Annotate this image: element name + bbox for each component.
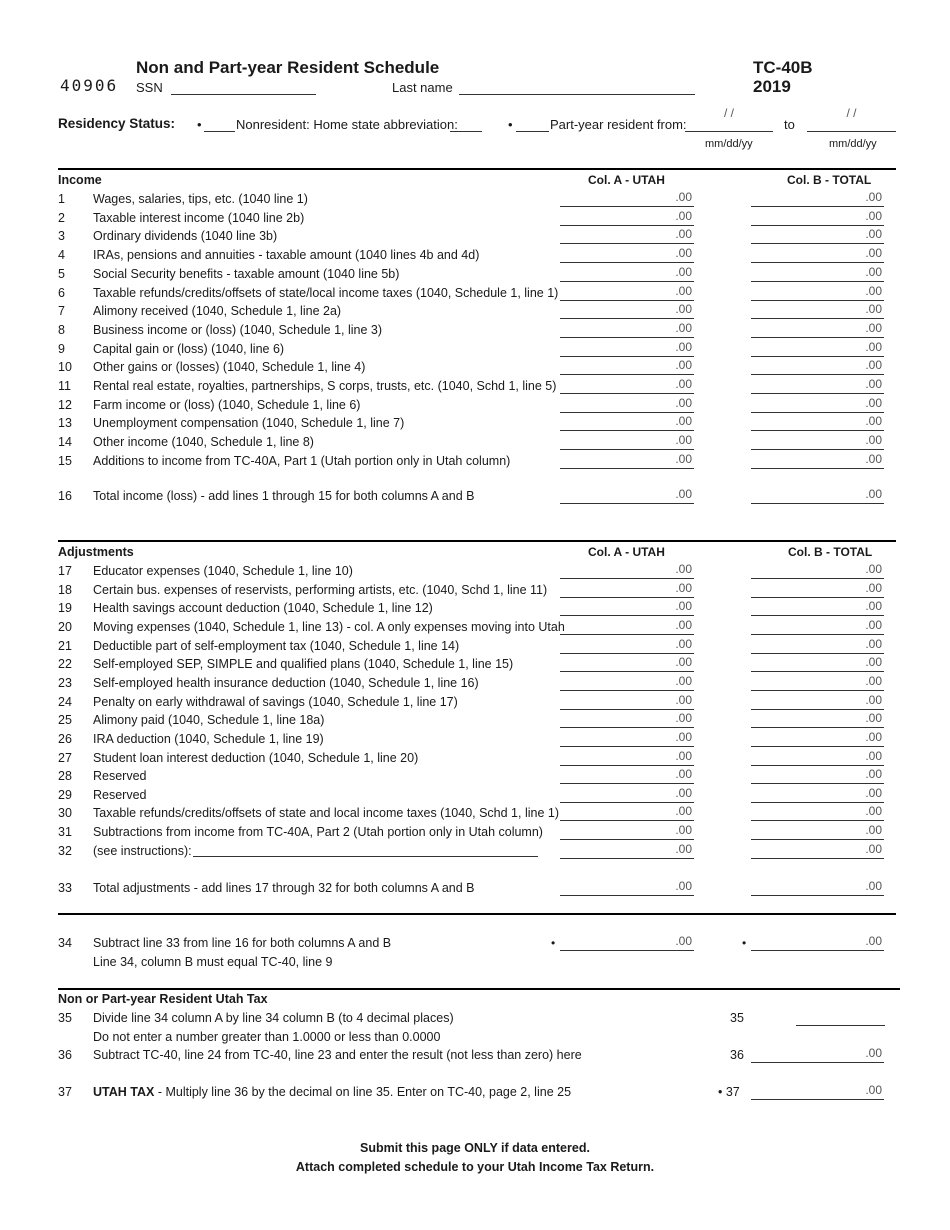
- utah-tax-label: UTAH TAX: [93, 1085, 155, 1099]
- footer-attach-note: Attach completed schedule to your Utah Income Tax Return.: [295, 1160, 655, 1174]
- col-a-value: .00: [675, 729, 692, 744]
- line-description: Alimony received (1040, Schedule 1, line 2a): [93, 304, 342, 319]
- col-a-value: .00: [675, 283, 692, 298]
- to-date-format: mm/dd/yy: [829, 138, 877, 150]
- line-1-col-b-field[interactable]: [751, 190, 884, 207]
- line-15-row: [58, 451, 896, 472]
- col-a-value: .00: [675, 823, 692, 838]
- line-description: Moving expenses (1040, Schedule 1, line 13) - col. A only expenses moving into Utah: [93, 619, 565, 634]
- line-description: Total income (loss) - add lines 1 through 15 for both columns A and B: [93, 489, 475, 503]
- income-col-a-header: Col. A - UTAH: [588, 173, 665, 187]
- line-30-col-a-field[interactable]: [560, 804, 694, 821]
- line-description: Self-employed health insurance deduction (1040, Schedule 1, line 16): [93, 675, 479, 690]
- line-16-row: [58, 489, 896, 507]
- line-description: Taxable refunds/credits/offsets of state/local income taxes (1040, Schedule 1, line 1): [93, 285, 559, 300]
- line-description: [93, 1085, 571, 1099]
- line-description: Taxable interest income (1040 line 2b): [93, 210, 305, 225]
- line-description: Taxable refunds/credits/offsets of state and local income taxes (1040, Schd 1, line 1): [93, 806, 560, 821]
- line-37-row: [58, 1085, 896, 1103]
- col-b-value: .00: [865, 580, 882, 595]
- line-26-col-a-field[interactable]: [560, 730, 694, 747]
- line-number: 21: [58, 638, 72, 653]
- col-b-value: .00: [865, 599, 882, 614]
- nonresident-bullet: •: [197, 117, 202, 132]
- line-number: 19: [58, 601, 72, 616]
- line-10-col-a-field[interactable]: [560, 358, 694, 375]
- line-number: 10: [58, 360, 72, 375]
- line-description: Reserved: [93, 787, 147, 802]
- line-description: Divide line 34 column A by line 34 column B (to 4 decimal places): [93, 1011, 454, 1025]
- col-a-value: .00: [675, 487, 692, 501]
- line-description: Other gains or (losses) (1040, Schedule 1, line 4): [93, 360, 366, 375]
- line-description: Unemployment compensation (1040, Schedule 1, line 7): [93, 416, 405, 431]
- col-a-value: .00: [675, 879, 692, 893]
- line34-rule: [58, 913, 896, 915]
- line-description: Subtract TC-40, line 24 from TC-40, line 23 and enter the result (not less than zero) here: [93, 1048, 582, 1062]
- from-date-slashes: / /: [723, 106, 734, 120]
- line-number: 7: [58, 304, 65, 319]
- line-number: 22: [58, 657, 72, 672]
- line-14-col-b-field[interactable]: [751, 433, 884, 450]
- line-28-row: [58, 769, 896, 787]
- line-19-col-b-field[interactable]: [751, 599, 884, 616]
- col-b-value: .00: [865, 785, 882, 800]
- col-a-value: .00: [675, 302, 692, 317]
- line-description: (see instructions):: [93, 843, 192, 858]
- line-20-col-b-field[interactable]: [751, 618, 884, 635]
- line-10-row: [58, 360, 896, 378]
- col-a-value: .00: [675, 451, 692, 466]
- to-label: to: [784, 117, 795, 132]
- line-11-row: [58, 379, 896, 397]
- adjustments-heading: Adjustments: [58, 545, 134, 559]
- col-b-value: .00: [865, 562, 882, 576]
- line-21-col-a-field[interactable]: [560, 637, 694, 654]
- col-a-value: .00: [675, 673, 692, 688]
- line-number: 11: [58, 379, 71, 393]
- col-b-value: .00: [865, 767, 882, 782]
- line-15-col-a-field[interactable]: [560, 452, 694, 469]
- line-description: Alimony paid (1040, Schedule 1, line 18a): [93, 713, 325, 728]
- col-b-value: .00: [865, 711, 882, 726]
- adjustments-col-a-header: Col. A - UTAH: [588, 545, 665, 559]
- line-7-col-a-field[interactable]: [560, 302, 694, 319]
- line-13-col-b-field[interactable]: [751, 414, 884, 431]
- line-number: 15: [58, 453, 72, 468]
- line-25-row: [58, 713, 896, 731]
- line-number: 13: [58, 416, 72, 431]
- line-28-col-a-field[interactable]: [560, 767, 694, 784]
- line-3-col-a-field[interactable]: [560, 227, 694, 244]
- tax-heading: Non or Part-year Resident Utah Tax: [58, 992, 268, 1006]
- line-3-col-b-field[interactable]: [751, 227, 884, 244]
- income-rule: [58, 168, 896, 170]
- line-32-col-b-field[interactable]: [751, 842, 884, 859]
- line-description: Subtractions from income from TC-40A, Part 2 (Utah portion only in Utah column): [93, 825, 543, 840]
- col-a-value: .00: [675, 190, 692, 204]
- line-26-row: [58, 729, 896, 750]
- line-1-col-a-field[interactable]: [560, 190, 694, 207]
- col-a-value: .00: [675, 395, 692, 410]
- col-a-value: .00: [675, 599, 692, 614]
- line-33-col-b-field[interactable]: [751, 879, 884, 896]
- line-25-col-b-field[interactable]: [751, 711, 884, 728]
- line-5-col-b-field[interactable]: [751, 265, 884, 282]
- line-21-row: [58, 636, 896, 657]
- line-36-field[interactable]: .00: [751, 1046, 884, 1063]
- line-25-col-a-field[interactable]: [560, 711, 694, 728]
- line-23-col-a-field[interactable]: [560, 674, 694, 691]
- from-date-field[interactable]: [685, 106, 773, 132]
- line-29-col-a-field[interactable]: [560, 786, 694, 803]
- line-30-row: [58, 806, 896, 824]
- line-20-row: [58, 617, 896, 638]
- col-a-value: .00: [675, 246, 692, 261]
- line-13-row: [58, 416, 896, 434]
- line-36-ref: 36: [730, 1048, 744, 1062]
- line-35-row: [58, 1011, 896, 1029]
- line-4-row: [58, 248, 896, 266]
- line-16-col-a-field[interactable]: [560, 487, 694, 504]
- line-number: 26: [58, 731, 72, 746]
- line-number: 25: [58, 713, 72, 728]
- col-b-value: .00: [865, 617, 882, 632]
- line-description: Additions to income from TC-40A, Part 1 (Utah portion only in Utah column): [93, 453, 511, 468]
- line-37-field[interactable]: .00: [751, 1083, 884, 1100]
- footer-submit-note: Submit this page ONLY if data entered.: [360, 1141, 590, 1155]
- line-34-col-a-field[interactable]: .00: [560, 934, 694, 951]
- line-21-col-b-field[interactable]: [751, 637, 884, 654]
- line-number: 29: [58, 787, 72, 802]
- line-description: Penalty on early withdrawal of savings (1040, Schedule 1, line 17): [93, 694, 458, 709]
- col-a-value: .00: [675, 433, 692, 448]
- col-b-value: .00: [865, 320, 882, 335]
- col-b-value: .00: [865, 673, 882, 688]
- partyear-checkbox[interactable]: [516, 117, 549, 132]
- line-description: Educator expenses (1040, Schedule 1, line 10): [93, 564, 353, 578]
- ssn-label: SSN: [136, 80, 163, 95]
- col-a-value: .00: [675, 562, 692, 576]
- line-2-col-b-field[interactable]: [751, 209, 884, 226]
- col-a-value: .00: [675, 264, 692, 279]
- line-30-col-b-field[interactable]: [751, 804, 884, 821]
- line-number: 31: [58, 825, 72, 840]
- line-3-row: [58, 229, 896, 247]
- line-description: Self-employed SEP, SIMPLE and qualified plans (1040, Schedule 1, line 15): [93, 657, 514, 672]
- line-number: 3: [58, 229, 65, 244]
- line-number: 12: [58, 397, 72, 412]
- col-b-bullet: •: [742, 936, 747, 950]
- col-a-value: .00: [675, 617, 692, 632]
- line-description: Other income (1040, Schedule 1, line 8): [93, 435, 314, 450]
- col-b-value: .00: [865, 655, 882, 670]
- line-32-col-a-field[interactable]: [560, 842, 694, 859]
- line-5-row: [58, 264, 896, 285]
- col-b-value: .00: [865, 823, 882, 838]
- line-number: 5: [58, 266, 65, 281]
- line-23-col-b-field[interactable]: [751, 674, 884, 691]
- line-4-col-b-field[interactable]: [751, 246, 884, 263]
- col-a-value: .00: [675, 320, 692, 335]
- col-a-value: .00: [675, 580, 692, 595]
- line-description: Ordinary dividends (1040 line 3b): [93, 229, 278, 244]
- col-a-value: .00: [675, 748, 692, 763]
- form-id: TC-40B: [753, 58, 813, 77]
- line-17-col-b-field[interactable]: [751, 562, 884, 579]
- line-description: IRAs, pensions and annuities - taxable amount (1040 lines 4b and 4d): [93, 248, 480, 263]
- line-4-col-a-field[interactable]: [560, 246, 694, 263]
- line-24-col-b-field[interactable]: [751, 693, 884, 710]
- col-a-value: .00: [675, 208, 692, 223]
- line-description: IRA deduction (1040, Schedule 1, line 19): [93, 731, 324, 746]
- line-11-col-a-field[interactable]: [560, 377, 694, 394]
- col-a-value: .00: [675, 377, 692, 391]
- line-number: 9: [58, 341, 65, 356]
- ssn-field[interactable]: [171, 80, 316, 95]
- col-b-value: .00: [865, 339, 882, 354]
- line-6-col-a-field[interactable]: [560, 284, 694, 301]
- line-8-col-b-field[interactable]: [751, 321, 884, 338]
- line-number: 2: [58, 210, 65, 225]
- col-b-value: .00: [865, 729, 882, 744]
- line-1-row: [58, 192, 896, 210]
- nonresident-checkbox[interactable]: [204, 117, 235, 132]
- line-7-row: [58, 304, 896, 322]
- line-2-col-a-field[interactable]: [560, 209, 694, 226]
- line-description: Capital gain or (loss) (1040, line 6): [93, 341, 285, 356]
- line-8-col-a-field[interactable]: [560, 321, 694, 338]
- page-title: Non and Part-year Resident Schedule: [136, 58, 440, 77]
- line-24-col-a-field[interactable]: [560, 693, 694, 710]
- line-27-row: [58, 748, 896, 769]
- line-29-row: [58, 785, 896, 806]
- line-7-col-b-field[interactable]: [751, 302, 884, 319]
- line-13-col-a-field[interactable]: [560, 414, 694, 431]
- line-18-col-b-field[interactable]: [751, 581, 884, 598]
- line-14-col-a-field[interactable]: [560, 433, 694, 450]
- line-description: Reserved: [93, 769, 147, 784]
- line-35-note: Do not enter a number greater than 1.0000 or less than 0.0000: [93, 1030, 441, 1044]
- line-number: 36: [58, 1048, 72, 1062]
- col-b-value: .00: [865, 358, 882, 373]
- line-number: 35: [58, 1011, 72, 1025]
- income-col-b-header: Col. B - TOTAL: [787, 173, 872, 187]
- line-number: 8: [58, 322, 65, 337]
- line-10-col-b-field[interactable]: [751, 358, 884, 375]
- col-b-value: .00: [865, 395, 882, 410]
- to-date-slashes: / /: [846, 106, 857, 120]
- line-description: Business income or (loss) (1040, Schedule 1, line 3): [93, 322, 383, 337]
- line-description: Student loan interest deduction (1040, Schedule 1, line 20): [93, 750, 419, 765]
- form-year: 2019: [753, 77, 791, 96]
- line-18-row: [58, 580, 896, 601]
- line-27-col-a-field[interactable]: [560, 749, 694, 766]
- line-27-col-b-field[interactable]: [751, 749, 884, 766]
- line-18-col-a-field[interactable]: [560, 581, 694, 598]
- nonresident-label: Nonresident: Home state abbreviation:: [236, 117, 458, 132]
- line-34-col-b-field[interactable]: .00: [751, 934, 884, 951]
- line-number: 18: [58, 582, 72, 597]
- col-b-value: .00: [865, 748, 882, 763]
- line-2-row: [58, 208, 896, 229]
- col-b-value: .00: [865, 879, 882, 893]
- line-number: 37: [58, 1085, 72, 1099]
- line-24-row: [58, 692, 896, 713]
- line-20-col-a-field[interactable]: [560, 618, 694, 635]
- col-b-value: .00: [865, 414, 882, 429]
- line-number: 27: [58, 750, 72, 765]
- line-description: Rental real estate, royalties, partnerships, S corps, trusts, etc. (1040, Schd 1, line 5): [93, 379, 557, 393]
- line-9-row: [58, 339, 896, 360]
- line-35-ref: 35: [730, 1011, 744, 1025]
- line-number: 23: [58, 675, 72, 690]
- line-description: Subtract line 33 from line 16 for both columns A and B: [93, 936, 392, 950]
- line-number: 17: [58, 564, 72, 578]
- line-number: 16: [58, 489, 72, 503]
- line-description: Farm income or (loss) (1040, Schedule 1, line 6): [93, 397, 361, 412]
- line-33-col-a-field[interactable]: [560, 879, 694, 896]
- line-31-col-b-field[interactable]: [751, 823, 884, 840]
- line-22-col-b-field[interactable]: [751, 655, 884, 672]
- line-32-description-field[interactable]: [193, 842, 538, 857]
- col-a-value: .00: [675, 804, 692, 819]
- col-b-value: .00: [865, 636, 882, 651]
- line-5-col-a-field[interactable]: [560, 265, 694, 282]
- col-b-value: .00: [865, 692, 882, 707]
- line-28-col-b-field[interactable]: [751, 767, 884, 784]
- line-37-text: - Multiply line 36 by the decimal on line 35. Enter on TC-40, page 2, line 25: [154, 1085, 572, 1099]
- line-11-col-b-field[interactable]: [751, 377, 884, 394]
- col-b-value: .00: [865, 451, 882, 466]
- line-number: 20: [58, 619, 72, 634]
- line-26-col-b-field[interactable]: [751, 730, 884, 747]
- line-number: 30: [58, 806, 72, 821]
- col-a-value: .00: [675, 841, 692, 856]
- line-description: Total adjustments - add lines 17 through 32 for both columns A and B: [93, 881, 475, 895]
- line-37-ref: • 37: [718, 1085, 740, 1099]
- partyear-bullet: •: [508, 117, 513, 132]
- line-14-row: [58, 435, 896, 453]
- col-b-value: .00: [865, 804, 882, 819]
- line-description: Wages, salaries, tips, etc. (1040 line 1): [93, 192, 308, 206]
- line-16-col-b-field[interactable]: [751, 487, 884, 504]
- line-19-row: [58, 601, 896, 619]
- to-date-field[interactable]: [807, 106, 896, 132]
- line-number: 14: [58, 435, 72, 450]
- from-date-format: mm/dd/yy: [705, 138, 753, 150]
- col-b-value: .00: [865, 841, 882, 856]
- col-a-value: .00: [675, 711, 692, 726]
- col-b-value: .00: [865, 377, 882, 391]
- adjustments-col-b-header: Col. B - TOTAL: [788, 545, 873, 559]
- line-12-row: [58, 395, 896, 416]
- line-29-col-b-field[interactable]: [751, 786, 884, 803]
- line-34-row: [58, 936, 896, 954]
- line-31-col-a-field[interactable]: [560, 823, 694, 840]
- line-22-row: [58, 657, 896, 675]
- last-name-field[interactable]: [459, 80, 695, 95]
- line-number: 1: [58, 192, 65, 206]
- col-a-value: .00: [675, 358, 692, 373]
- line-number: 28: [58, 769, 72, 784]
- line-description: Deductible part of self-employment tax (1040, Schedule 1, line 14): [93, 638, 460, 653]
- line-9-col-a-field[interactable]: [560, 340, 694, 357]
- col-b-value: .00: [865, 227, 882, 242]
- line-description: Social Security benefits - taxable amount (1040 line 5b): [93, 266, 400, 281]
- col-b-value: .00: [865, 487, 882, 501]
- col-a-bullet: •: [551, 936, 556, 950]
- partyear-label: Part-year resident from:: [550, 117, 687, 132]
- col-b-value: .00: [865, 208, 882, 223]
- col-a-value: .00: [675, 227, 692, 242]
- line-number: 34: [58, 936, 72, 950]
- col-b-value: .00: [865, 264, 882, 279]
- last-name-label: Last name: [392, 80, 453, 95]
- line-9-col-b-field[interactable]: [751, 340, 884, 357]
- residency-label: Residency Status:: [58, 116, 176, 131]
- line-33-row: [58, 881, 896, 899]
- income-heading: Income: [58, 173, 102, 187]
- col-b-value: .00: [865, 283, 882, 298]
- line-12-col-a-field[interactable]: [560, 396, 694, 413]
- col-b-value: .00: [865, 302, 882, 317]
- col-b-value: .00: [865, 433, 882, 448]
- adjustments-rule: [58, 540, 896, 542]
- col-a-value: .00: [675, 414, 692, 429]
- form-code: 40906: [60, 76, 119, 95]
- line-number: 32: [58, 843, 72, 858]
- line-36-row: [58, 1048, 896, 1066]
- line-35-field[interactable]: [796, 1009, 885, 1026]
- col-a-value: .00: [675, 785, 692, 800]
- line-17-col-a-field[interactable]: [560, 562, 694, 579]
- line-23-row: [58, 673, 896, 694]
- col-a-value: .00: [675, 692, 692, 707]
- col-b-value: .00: [865, 190, 882, 204]
- line-description: Certain bus. expenses of reservists, performing artists, etc. (1040, Schd 1, line 11): [93, 582, 548, 597]
- col-a-value: .00: [675, 636, 692, 651]
- line-number: 4: [58, 248, 65, 263]
- line-6-col-b-field[interactable]: [751, 284, 884, 301]
- line-19-col-a-field[interactable]: [560, 599, 694, 616]
- tax-rule: [58, 988, 900, 990]
- line-31-row: [58, 825, 896, 843]
- line-number: 6: [58, 285, 65, 300]
- line-22-col-a-field[interactable]: [560, 655, 694, 672]
- line-12-col-b-field[interactable]: [751, 396, 884, 413]
- col-a-value: .00: [675, 339, 692, 354]
- line-number: 33: [58, 881, 72, 895]
- line-8-row: [58, 320, 896, 341]
- col-b-value: .00: [865, 246, 882, 261]
- line-6-row: [58, 283, 896, 304]
- line-number: 24: [58, 694, 72, 709]
- home-state-field[interactable]: [450, 117, 482, 132]
- col-a-value: .00: [675, 655, 692, 670]
- line-description: Health savings account deduction (1040, Schedule 1, line 12): [93, 601, 433, 616]
- line-17-row: [58, 564, 896, 582]
- line-32-row: [58, 841, 896, 862]
- line-34-note: Line 34, column B must equal TC-40, line 9: [93, 955, 333, 969]
- col-a-value: .00: [675, 767, 692, 782]
- line-15-col-b-field[interactable]: [751, 452, 884, 469]
